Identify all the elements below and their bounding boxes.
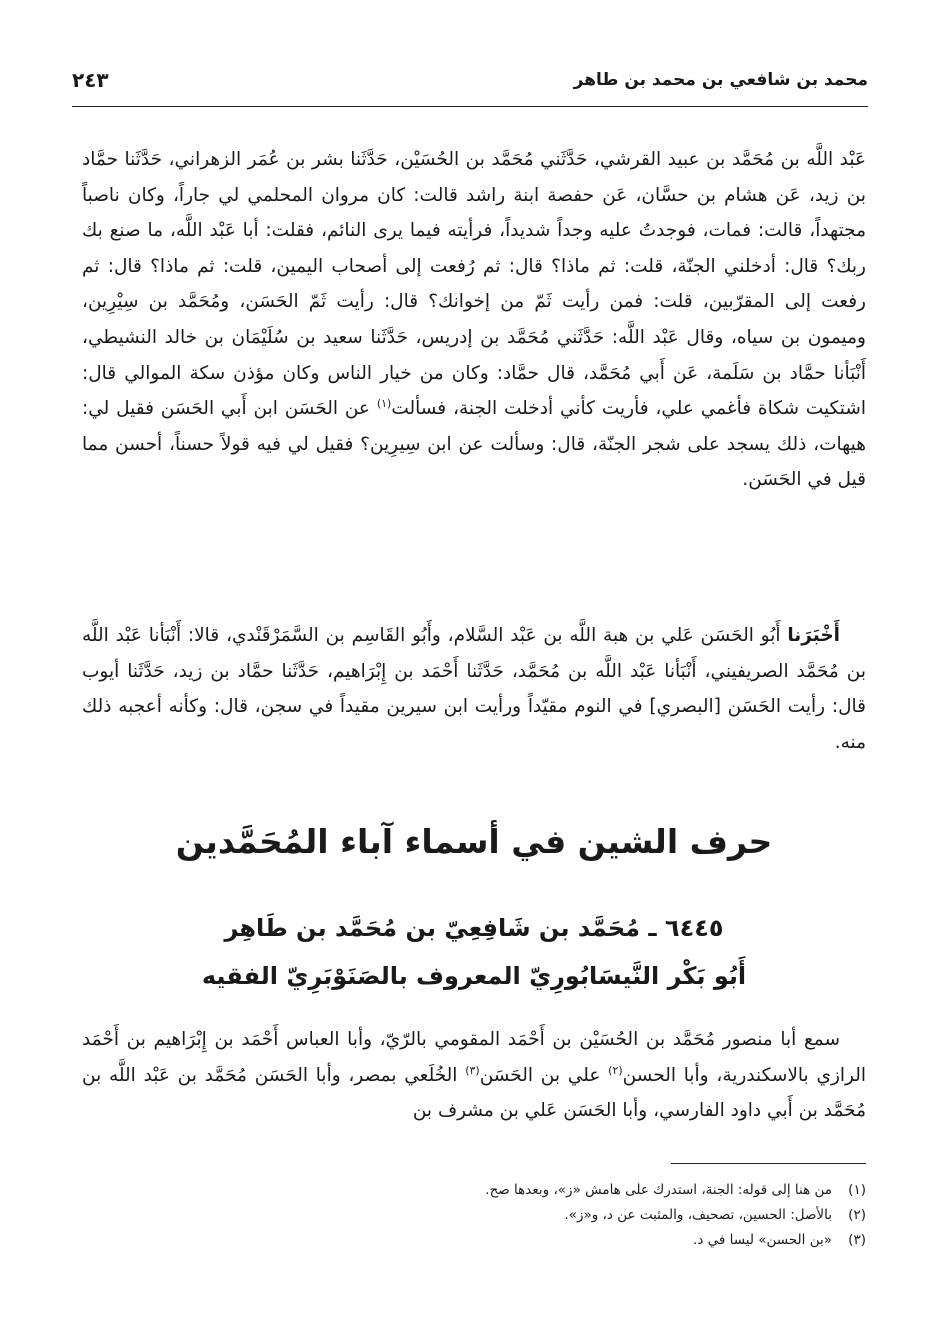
paragraph-hafsa-narration — [82, 142, 866, 498]
header-rule — [72, 106, 868, 107]
footnote-3 — [82, 1228, 866, 1253]
paragraph-text-a: سمع أبا منصور مُحَمَّد بن الحُسَيْن بن أَحْمَد المقومي بالرّيّ، وأبا العباس أَحْمَد بن إِبْرَاهيم بن أَحْمَد الرازي بالاسكندرية، وأبا الحسن — [82, 1029, 866, 1086]
header-title: محمد بن شافعي بن محمد بن طاهر — [573, 70, 868, 90]
paragraph-text-c: الخُلَعي بمصر، وأبا الحَسَن مُحَمَّد بن عَبْد اللَّه بن مُحَمَّد بن أَبي داود الفارسي، وأبا الحَسَن عَلي بن مشرف بن — [82, 1064, 866, 1122]
footnote-text: بالأصل: الحسين، تصحيف، والمثبت عن د، و«ز». — [564, 1207, 832, 1223]
footnote-ref-2[interactable]: (٢) — [608, 1063, 623, 1077]
paragraph-text-part1: عَبْد اللَّه بن مُحَمَّد بن عبيد القرشي، حَدَّثَني مُحَمَّد بن الحُسَيْن، حَدَّثَنا بشر بن عُمَر الزهراني، حَدَّثَنا حمَّاد بن زيد، عَن هشام بن حسَّان، عَن حفصة ابنة راشد قالت: كان مروان المحلمي لي جاراً، وكان ناصباً مجتهداً، قالت: فمات، فوجدتُ عليه وجداً شديداً، فرأيته فيما يرى النائم، فقلت: أبا عَبْد اللَّه، ما صنع بك ربك؟ قال: أدخلني الجنّة، قلت: ثم ماذا؟ قال: ثم رُفعت إلى أصحاب اليمين، قلت: ثم ماذا؟ قال: ثم رفعت إلى المقرّبين، قلت: فمن رأيت ثَمّ من إخوانك؟ قال: رأيت ثَمّ الحَسَن، ومُحَمَّد بن سِيْرِين، وميمون بن سياه، وقال عَبْد اللَّه: حَدَّثَني مُحَمَّد بن إدريس، حَدَّثَنا سعيد بن سُلَيْمَان بن خالد النشيطي، أَنْبَأنا حمَّاد بن سَلَمة، عَن أَبي مُحَمَّد، قال حمَّاد: وكان من خيار الناس وكان مؤذن سكة الموالي قال: اشتكيت شكاة فأغمي علي، فأريت كأني أدخلت الجنة، فسألت — [82, 149, 866, 420]
footnote-ref-3[interactable]: (٣) — [465, 1063, 480, 1077]
section-heading: حرف الشين في أسماء آباء المُحَمَّدين — [175, 822, 773, 861]
footnote-2 — [82, 1203, 866, 1228]
paragraph-text — [82, 1022, 866, 1129]
footnote-number: (٣) — [848, 1232, 866, 1248]
entry-title: ٦٤٤٥ ـ مُحَمَّد بن شَافِعِيّ بن مُحَمَّد بن طَاهِر — [224, 914, 724, 942]
footnote-separator — [671, 1163, 866, 1164]
page-number: ٢٤٣ — [72, 68, 109, 92]
paragraph-text-b: علي بن الحَسَن — [479, 1064, 609, 1086]
footnote-text: «بن الحسن» ليسا في د. — [693, 1232, 832, 1248]
footnotes — [82, 1178, 866, 1253]
entry-subtitle: أَبُو بَكْر النَّيسَابُورِيّ المعروف بالصَنَوْبَرِيّ الفقيه — [201, 962, 747, 990]
paragraph-entry-body — [82, 1022, 866, 1129]
paragraph-akhbarana — [82, 618, 866, 760]
paragraph-text — [82, 618, 866, 760]
paragraph-text-body: أَبُو الحَسَن عَلي بن هبة اللَّه بن عَبْد السَّلام، وأَبُو القَاسِم بن السَّمَرْقَنْدي، قالا: أَنْبَأنا عَبْد اللَّه بن مُحَمَّد الصريفيني، أَنْبَأنا عَبْد اللَّه بن مُحَمَّد، حَدَّثَنا أَحْمَد بن إِبْرَاهيم، حَدَّثَنا حمَّاد بن زيد، حَدَّثَنا أيوب قال: رأيت الحَسَن [البصري] في النوم مقيّداً ورأيت ابن سيرين مقيداً في سجن، قال: وكأنه أعجبه ذلك منه. — [82, 625, 866, 753]
footnote-number: (١) — [848, 1182, 866, 1198]
footnote-number: (٢) — [848, 1207, 866, 1223]
footnote-ref-1[interactable]: (١) — [376, 397, 392, 410]
lead-word: أَخْبَرَنا — [787, 625, 840, 646]
paragraph-text — [82, 142, 866, 498]
footnote-1 — [82, 1178, 866, 1203]
paragraph-text-part2: عن الحَسَن ابن أَبي الحَسَن فقيل لي: هيهات، ذلك يسجد على شجر الجنّة، قال: وسألت عن ابن سِيرِين؟ فقيل لي فيه قولاً حسناً، أحسن مما قيل في الحَسَن. — [82, 398, 866, 491]
running-header — [72, 64, 868, 104]
footnote-text: من هنا إلى قوله: الجنة، استدرك على هامش «ز»، وبعدها صح. — [485, 1182, 832, 1198]
